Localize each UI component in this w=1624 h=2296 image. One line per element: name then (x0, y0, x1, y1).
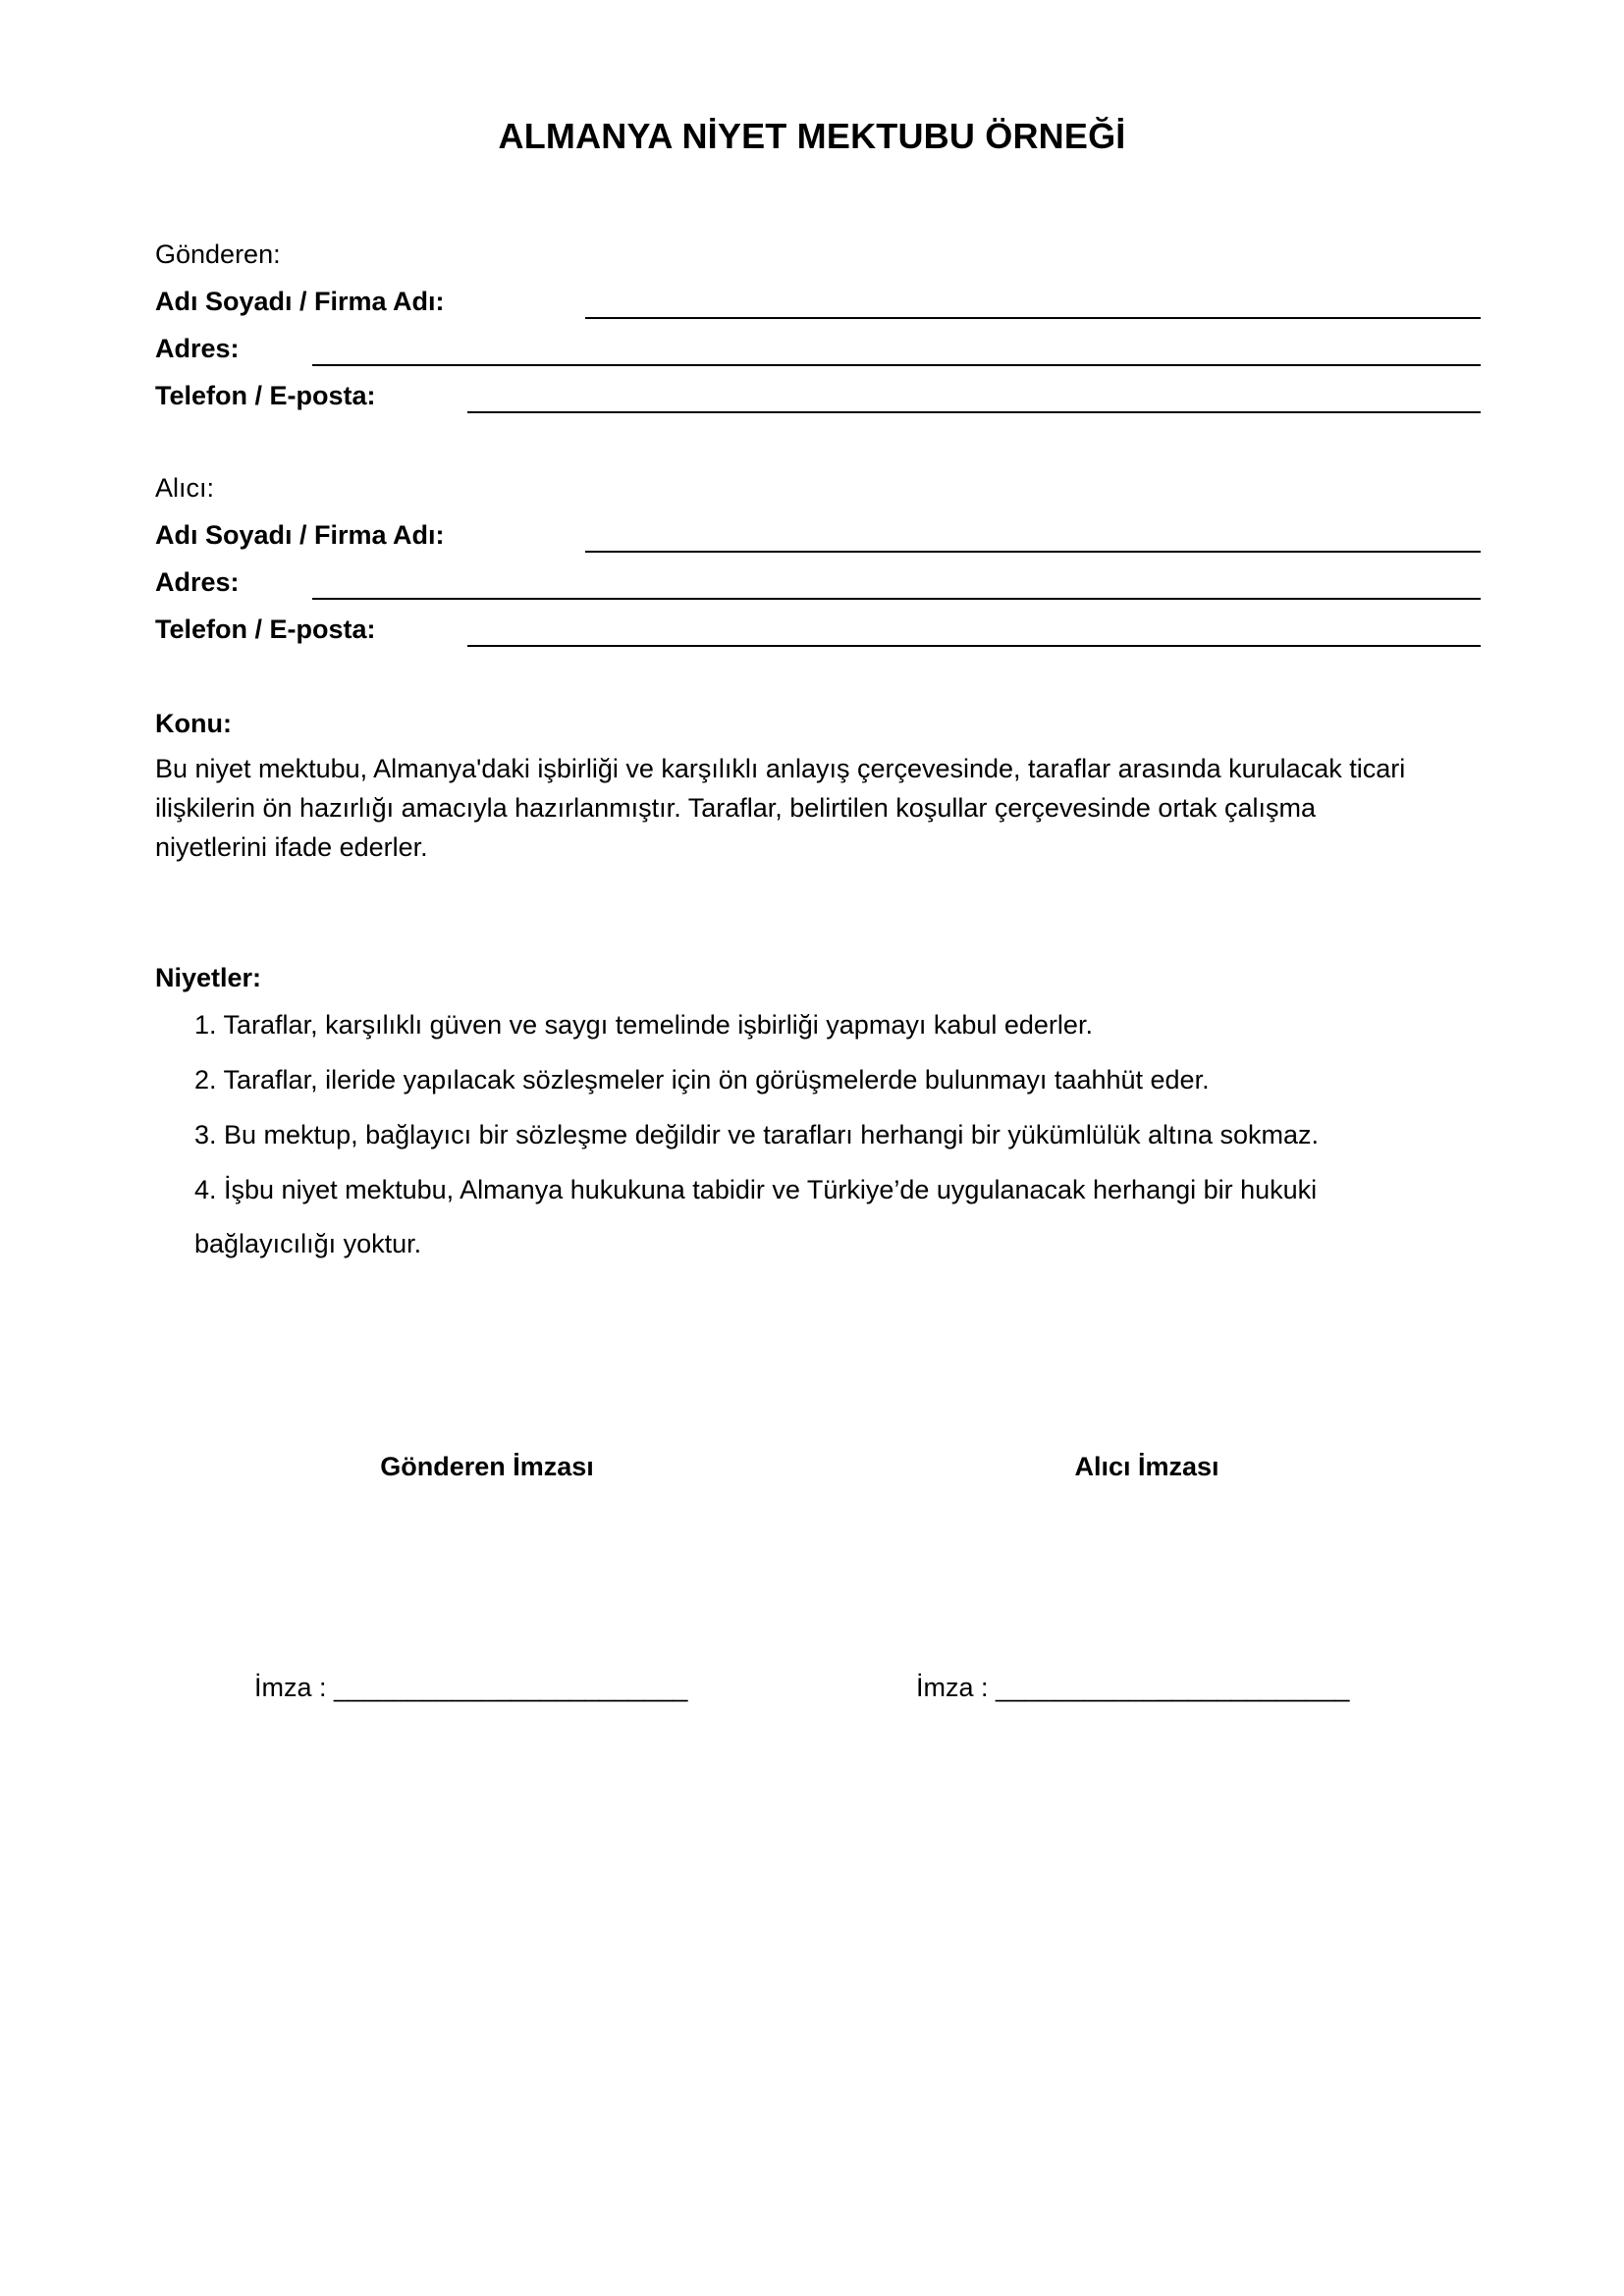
recipient-heading: Alıcı: (155, 473, 215, 503)
subject-heading: Konu: (155, 709, 232, 738)
sender-contact-field[interactable] (467, 411, 1481, 413)
subject-line: Bu niyet mektubu, Almanya'daki işbirliği ve karşılıklı anlayış çerçevesinde, taraflar arasında kurulacak ticari (155, 754, 1406, 783)
recipient-signature-field[interactable]: İmza : ________________________ (916, 1673, 1350, 1702)
intention-item-1: 1. Taraflar, karşılıklı güven ve saygı temelinde işbirliği yapmayı kabul ederler. (194, 1010, 1093, 1040)
recipient-address-label: Adres: (155, 567, 240, 597)
intention-item-3: 3. Bu mektup, bağlayıcı bir sözleşme değildir ve tarafları herhangi bir yükümlülük altına sokmaz. (194, 1120, 1320, 1149)
sender-signature-field[interactable]: İmza : ________________________ (254, 1673, 688, 1702)
subject-line: niyetlerini ifade ederler. (155, 832, 428, 862)
recipient-signature-heading: Alıcı İmzası (1074, 1452, 1219, 1481)
recipient-address-field[interactable] (312, 598, 1481, 600)
subject-line: ilişkilerin ön hazırlığı amacıyla hazırlanmıştır. Taraflar, belirtilen koşullar çerçevesinde ortak çalışma (155, 793, 1316, 823)
sender-address-field[interactable] (312, 364, 1481, 366)
sender-address-label: Adres: (155, 334, 240, 363)
intention-item-2: 2. Taraflar, ileride yapılacak sözleşmeler için ön görüşmelerde bulunmayı taahhüt eder. (194, 1065, 1210, 1095)
sender-heading: Gönderen: (155, 240, 281, 269)
sender-signature-heading: Gönderen İmzası (380, 1452, 594, 1481)
intentions-heading: Niyetler: (155, 963, 262, 992)
recipient-name-field[interactable] (585, 551, 1481, 553)
recipient-name-label: Adı Soyadı / Firma Adı: (155, 520, 445, 550)
subject-paragraph (155, 749, 1490, 867)
intention-item-4: 4. İşbu niyet mektubu, Almanya hukukuna tabidir ve Türkiye’de uygulanacak herhangi bir hukuki (194, 1175, 1318, 1204)
page-title: ALMANYA NİYET MEKTUBU ÖRNEĞİ (498, 116, 1126, 156)
sender-name-label: Adı Soyadı / Firma Adı: (155, 287, 445, 316)
recipient-contact-field[interactable] (467, 645, 1481, 647)
sender-contact-label: Telefon / E-posta: (155, 381, 376, 410)
sender-name-field[interactable] (585, 317, 1481, 319)
intention-item-4-continued: bağlayıcılığı yoktur. (194, 1229, 422, 1258)
recipient-contact-label: Telefon / E-posta: (155, 614, 376, 644)
